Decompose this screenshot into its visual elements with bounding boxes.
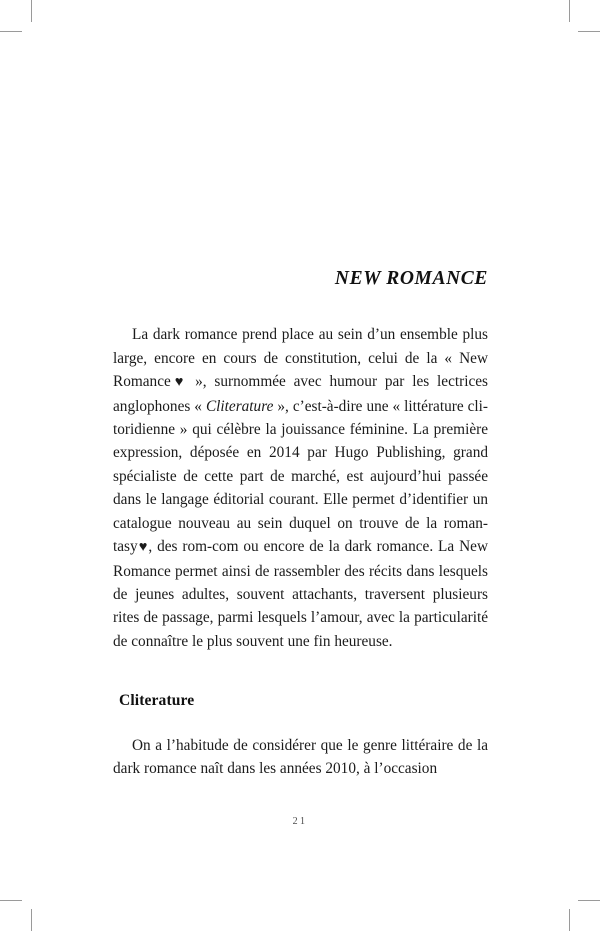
italic-term-cliterature: Cliterature	[205, 397, 274, 415]
page-number: 21	[292, 816, 308, 827]
body-paragraph-1	[113, 323, 488, 653]
crop-mark-top-left-horizontal	[0, 31, 22, 32]
crop-mark-bottom-right-vertical	[569, 909, 570, 931]
text-block	[113, 268, 488, 780]
paragraph-text-segment: La dark romance prend place au sein d’un ensemble plus large, encore en cours de constitution, celui de la « New Romance	[113, 326, 488, 391]
crop-mark-bottom-left-vertical	[31, 909, 32, 931]
section-heading-cliterature: Cliterature	[119, 692, 195, 710]
crop-mark-top-right-horizontal	[578, 31, 600, 32]
heart-icon: ♥	[170, 374, 188, 391]
paragraph-text-segment: », c’est-à-dire une « littérature clitoridienne » qui célèbre la jouissance féminine. La première expression, déposée en 2014 par Hugo Publishing, grand spécialiste de cette part de marché, est aujourd’hui passée dans le langage éditorial courant. Elle permet d’identifier un catalogue nouveau au sein duquel on trouve de la romantasy	[113, 397, 488, 556]
section-paragraph-1: On a l’habitude de considérer que le genre littéraire de la dark romance naît dans les années 2010, à l’occasion	[113, 736, 488, 777]
chapter-title: NEW ROMANCE	[334, 268, 488, 289]
crop-mark-top-right-vertical	[569, 0, 570, 22]
crop-mark-bottom-right-horizontal	[578, 900, 600, 901]
paragraph-text-segment: », surnommée avec humour par les lectrices anglophones «	[113, 373, 488, 415]
heart-icon: ♥	[137, 539, 149, 556]
crop-mark-top-left-vertical	[31, 0, 32, 22]
crop-mark-bottom-left-horizontal	[0, 900, 22, 901]
paragraph-text-segment: , des rom-com ou encore de la dark romance. La New Romance permet ainsi de rassembler des récits dans lesquels de jeunes adultes, souvent attachants, traversent plusieurs rites de passage, parmi lesquels l’amour, avec la particularité de connaître le plus souvent une fin heureuse.	[113, 538, 488, 650]
